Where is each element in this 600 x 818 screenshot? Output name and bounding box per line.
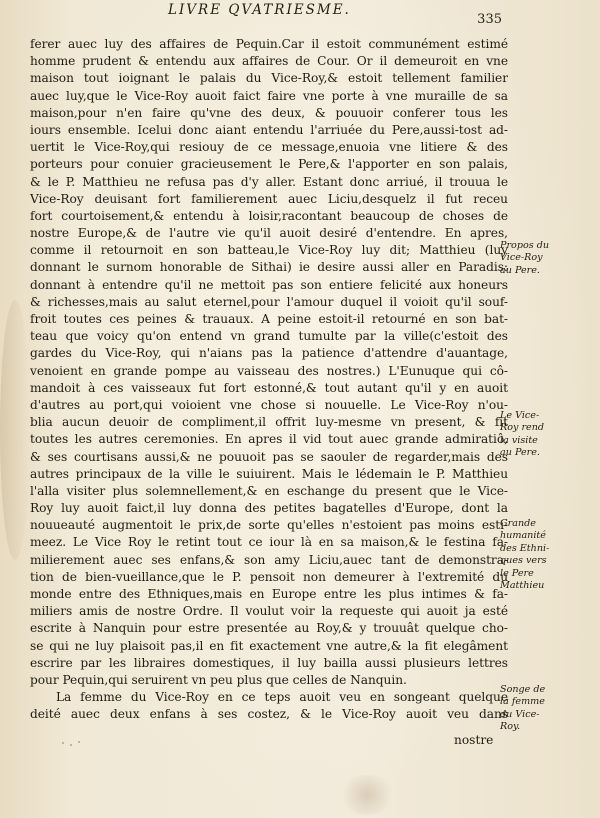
text-line: iours ensemble. Icelui donc aiant entendu l'arriuée du Pere,aussi-tost ad- <box>30 122 508 137</box>
text-line: uertit le Vice-Roy,qui resiouy de ce message,enuoia vne litiere & des <box>30 140 508 155</box>
marginal-note-line: Matthieu <box>500 580 545 592</box>
marginal-note <box>500 518 592 592</box>
marginal-note-line: Vice-Roy <box>500 252 543 264</box>
text-line: La femme du Vice-Roy en ce teps auoit veu en songeant quelque <box>56 690 508 705</box>
text-line: maison,pour n'en faire qu'vne des deux, & pouuoir conferer tous les <box>30 105 508 120</box>
text-line: donnant à entendre qu'il ne mettoit pas son entiere felicité aux honeurs <box>30 277 508 292</box>
text-line: escrite à Nanquin pour estre presentée au Roy,& y trouuât quelque cho- <box>30 621 508 636</box>
text-line: venoient en grande pompe au vaisseau des nostres.) L'Eunuque qui cô- <box>30 363 508 378</box>
marginal-note-line: Grande <box>500 518 536 529</box>
marginal-note <box>500 684 592 734</box>
text-line: pour Pequin,qui seruirent vn peu plus que celles de Nanquin. <box>30 672 407 687</box>
text-line: & le P. Matthieu ne refusa pas d'y aller. Estant donc arriué, il trouua le <box>30 174 508 189</box>
text-line: tion de bien-vueillance,que le P. pensoit non demeurer à l'extremité du <box>30 569 508 584</box>
text-line: escrire par les libraires domestiques, il luy bailla aussi plusieurs lettres <box>30 655 508 670</box>
text-line: donnant le surnom honorable de Sithai) ie desire aussi aller en Paradis: <box>30 260 508 275</box>
text-line: nouueauté augmentoit le prix,de sorte qu'elles n'estoient pas moins esti- <box>30 518 508 533</box>
ink-speck <box>62 742 64 744</box>
text-line: maison tout ioignant le palais du Vice-Roy,& estoit tellement familier <box>30 71 508 86</box>
text-line: froit toutes ces peines & trauaux. A peine estoit-il retourné en son bat- <box>30 312 508 326</box>
text-line: auec luy,que le Vice-Roy auoit faict faire vne porte à vne muraille de sa <box>30 88 508 103</box>
text-line: comme il retournoit en son batteau,le Vice-Roy luy dit; Matthieu (luy <box>30 243 508 258</box>
page-number: 335 <box>477 12 502 27</box>
text-line: l'alla visiter plus solemnellement,& en eschange du present que le Vice- <box>30 483 508 498</box>
text-line: blia aucun deuoir de compliment,il offrit luy-mesme vn present, & fit <box>30 415 508 430</box>
text-line: Vice-Roy deuisant fort familierement auec Liciu,desquelz il fut receu <box>30 191 508 206</box>
marginal-note-line: Roy rend <box>500 422 545 434</box>
text-line: mandoit à ces vaisseaux fut fort estonné,& tout autant qu'il y en auoit <box>30 380 508 395</box>
body-text <box>30 36 508 724</box>
marginal-note-line: Propos du <box>500 240 550 251</box>
marginal-note <box>500 240 592 277</box>
text-line: se qui ne luy plaisoit pas,il en fit exactement vne autre,& la fit elegâment <box>30 638 508 653</box>
marginal-note-line: la visite <box>500 434 538 446</box>
text-line: ferer auec luy des affaires de Pequin.Car il estoit communément estimé <box>30 37 508 51</box>
text-line: porteurs pour conuier gracieusement le Pere,& l'apporter en son palais, <box>30 157 508 172</box>
text-line: & richesses,mais au salut eternel,pour l'amour duquel il voioit qu'il souf- <box>30 294 508 309</box>
paper-stain <box>338 775 396 815</box>
running-head: LIVRE QVATRIESME. <box>168 2 351 18</box>
marginal-note-line: Roy. <box>500 721 521 733</box>
paper-stain <box>0 300 30 560</box>
ink-speck <box>70 744 72 746</box>
text-line: teau que voicy qu'on entend vn grand tumulte par la ville(c'estoit des <box>30 329 508 344</box>
text-line: d'autres au port,qui voioient vne chose si nouuelle. Le Vice-Roy n'ou- <box>30 397 508 412</box>
marginal-note-line: des Ethni- <box>500 542 550 554</box>
text-line: homme prudent & entendu aux affaires de Cour. Or il demeuroit en vne <box>30 54 508 69</box>
text-line: & ses courtisans aussi,& ne pouuoit pas se saouler de regarder,mais des <box>30 449 508 464</box>
marginal-note <box>500 410 592 460</box>
marginal-note-line: au Pere. <box>500 447 540 459</box>
marginal-note-line: du Vice- <box>500 708 540 720</box>
ink-speck <box>78 741 80 743</box>
marginal-note-line: le Pere <box>500 567 534 579</box>
text-line: monde entre des Ethniques,mais en Europe entre les plus intimes & fa- <box>30 587 508 601</box>
text-line: Roy luy auoit faict,il luy donna des petites bagatelles d'Europe, dont la <box>30 501 508 516</box>
text-line: gardes du Vice-Roy, qui n'aians pas la patience d'attendre d'auantage, <box>30 346 508 361</box>
marginal-note-line: la femme <box>500 696 545 708</box>
marginal-note-line: Le Vice- <box>500 410 540 421</box>
text-line: deité auec deux enfans à ses costez, & le Vice-Roy auoit veu dans <box>30 707 508 722</box>
text-line: nostre Europe,& de l'autre vie qu'il auoit desiré d'entendre. En apres, <box>30 226 508 241</box>
text-line: autres principaux de la ville le suiuirent. Mais le lédemain le P. Matthieu <box>30 466 508 481</box>
text-line: toutes les autres ceremonies. En apres il vid tout auec grande admiratiô, <box>30 432 508 447</box>
catchword: nostre <box>454 733 494 747</box>
marginal-note-line: au Pere. <box>500 264 540 276</box>
marginal-note-line: ques vers <box>500 555 547 567</box>
marginal-note-line: Songe de <box>500 684 546 695</box>
text-line: miliers amis de nostre Ordre. Il voulut voir la requeste qui auoit ja esté <box>30 604 508 619</box>
text-line: fort courtoisement,& entendu à loisir,racontant beaucoup de choses de <box>30 208 508 223</box>
marginal-note-line: humanité <box>500 530 546 542</box>
text-line: milierement auec ses enfans,& son amy Liciu,auec tant de demonstra- <box>30 552 508 567</box>
text-line: meez. Le Vice Roy le retint tout ce iour là en sa maison,& le festina fa- <box>30 535 508 550</box>
